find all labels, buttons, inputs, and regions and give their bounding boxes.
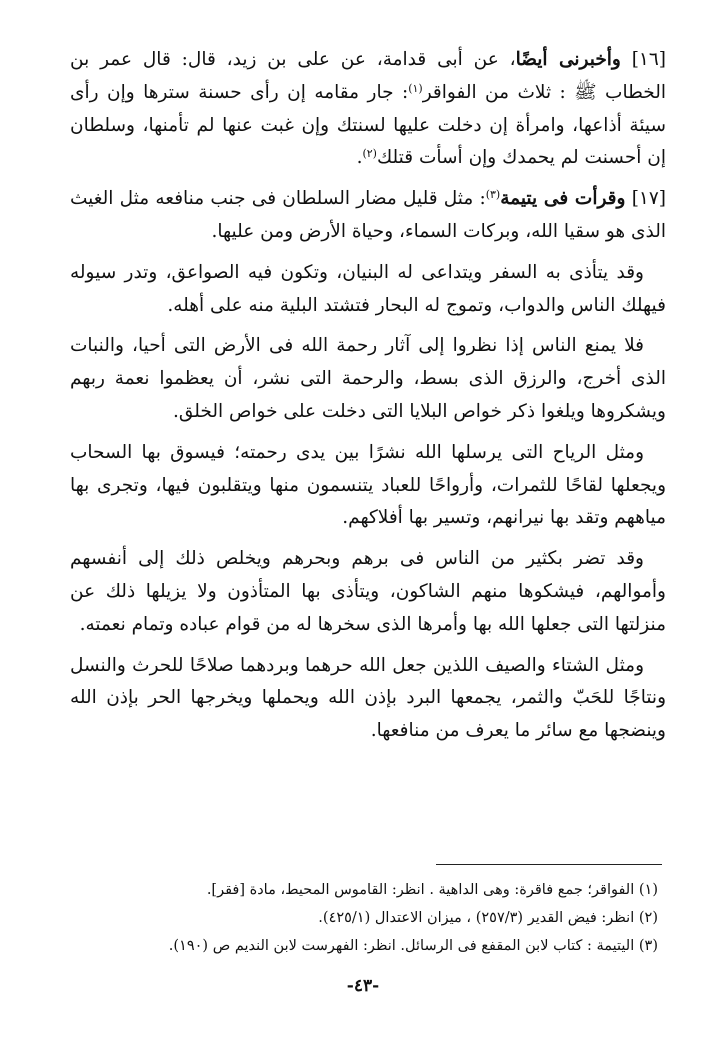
paragraph: ومثل الشتاء والصيف اللذين جعل الله حرهما وبردهما صلاحًا للحرث والنسل ونتاجًا للحَبّ والثمر، يجمعها البرد بإذن الله ويحملها ويخرجها الحر بإذن الله وينضجها مع سائر ما يعرف من منافعها. [70,654,666,742]
footnote-ref: (١) [408,81,423,95]
footnote: (١) الفواقر؛ جمع فاقرة: وهى الداهية . انظر: القاموس المحيط، مادة [فقر]. [206,882,658,898]
paragraph: وقد تضر بكثير من الناس فى برهم وبحرهم ويخلص ذلك إلى أنفسهم وأموالهم، فيشكوها منهم الشاكون، ويتأذى بها المتأذون ولا يزيلها ذلك عن منزلتها التى جعلها الله بها وأمرها الذى سخرها له من قوام عباده وتمام نعمته. [70,548,666,635]
paragraph: وقد يتأذى به السفر ويتداعى له البنيان، وتكون فيه الصواعق، وتدر سيوله فيهلك الناس والدواب، وتموج له البحار فتشتد البلية منه على أهله. [70,261,666,316]
main-text [70,44,666,756]
page-number: -٤٣- [346,976,380,996]
paragraph-text: : مثل قليل مضار السلطان فى جنب منافعه مثل الغيث الذى هو سقيا الله، وبركات السماء، وحياة الأرض ومن عليها. [70,188,666,242]
paragraph-number: [١٦] [631,49,666,70]
paragraph-number: [١٧] [631,188,666,210]
paragraph-text: : جار مقامه إن رأى حسنة سترها وإن رأى سيئة أذاعها، وامرأة إن دخلت عليها لسنتك وإن غبت عنها لم تأمنها، وسلطان إن أحسنت لم يحمدك وإن أسأت قتلك [70,81,666,169]
paragraph-16 [70,44,666,175]
paragraph: ومثل الرياح التى يرسلها الله نشرًا بين يدى رحمته؛ فيسوق بها السحاب ويجعلها لقاحًا للثمرات، وأرواحًا للعباد يتنسمون منها ويتقلبون فيها، وتجرى بها مياههم وتقد بها نيرانهم، وتسير بها أفلاكهم. [70,441,666,529]
paragraph-text: ، عن أبى قدامة، عن على بن زيد، قال: قال عمر بن الخطاب ﷺ : ثلاث من الفواقر [70,49,666,103]
footnote: (٣) اليتيمة : كتاب لابن المقفع فى الرسائل. انظر: الفهرست لابن النديم ص (١٩٠). [168,938,658,954]
paragraph-heading: وأخبرنى أيضًا [515,49,621,70]
paragraph-text: . [356,147,363,169]
footnote: (٢) انظر: فيض القدير (٢٥٧/٣) ، ميزان الاعتدال (٤٢٥/١). [318,910,658,926]
footnote-ref: (٢) [362,147,377,161]
paragraph-17 [70,183,666,249]
footnotes [80,876,658,960]
footnote-separator [436,864,662,865]
paragraph-heading: وقرأت فى يتيمة [500,188,626,210]
paragraph: فلا يمنع الناس إذا نظروا إلى آثار رحمة الله فى الأرض التى أحيا، والنبات الذى أخرج، والرزق الذى بسط، والرحمة التى نشر، أن يعظموا نعمة ربهم ويشكروها ويلغوا ذكر خواص البلايا التى دخلت على خواص الخلق. [70,335,666,422]
footnote-ref: (٣) [485,188,501,202]
